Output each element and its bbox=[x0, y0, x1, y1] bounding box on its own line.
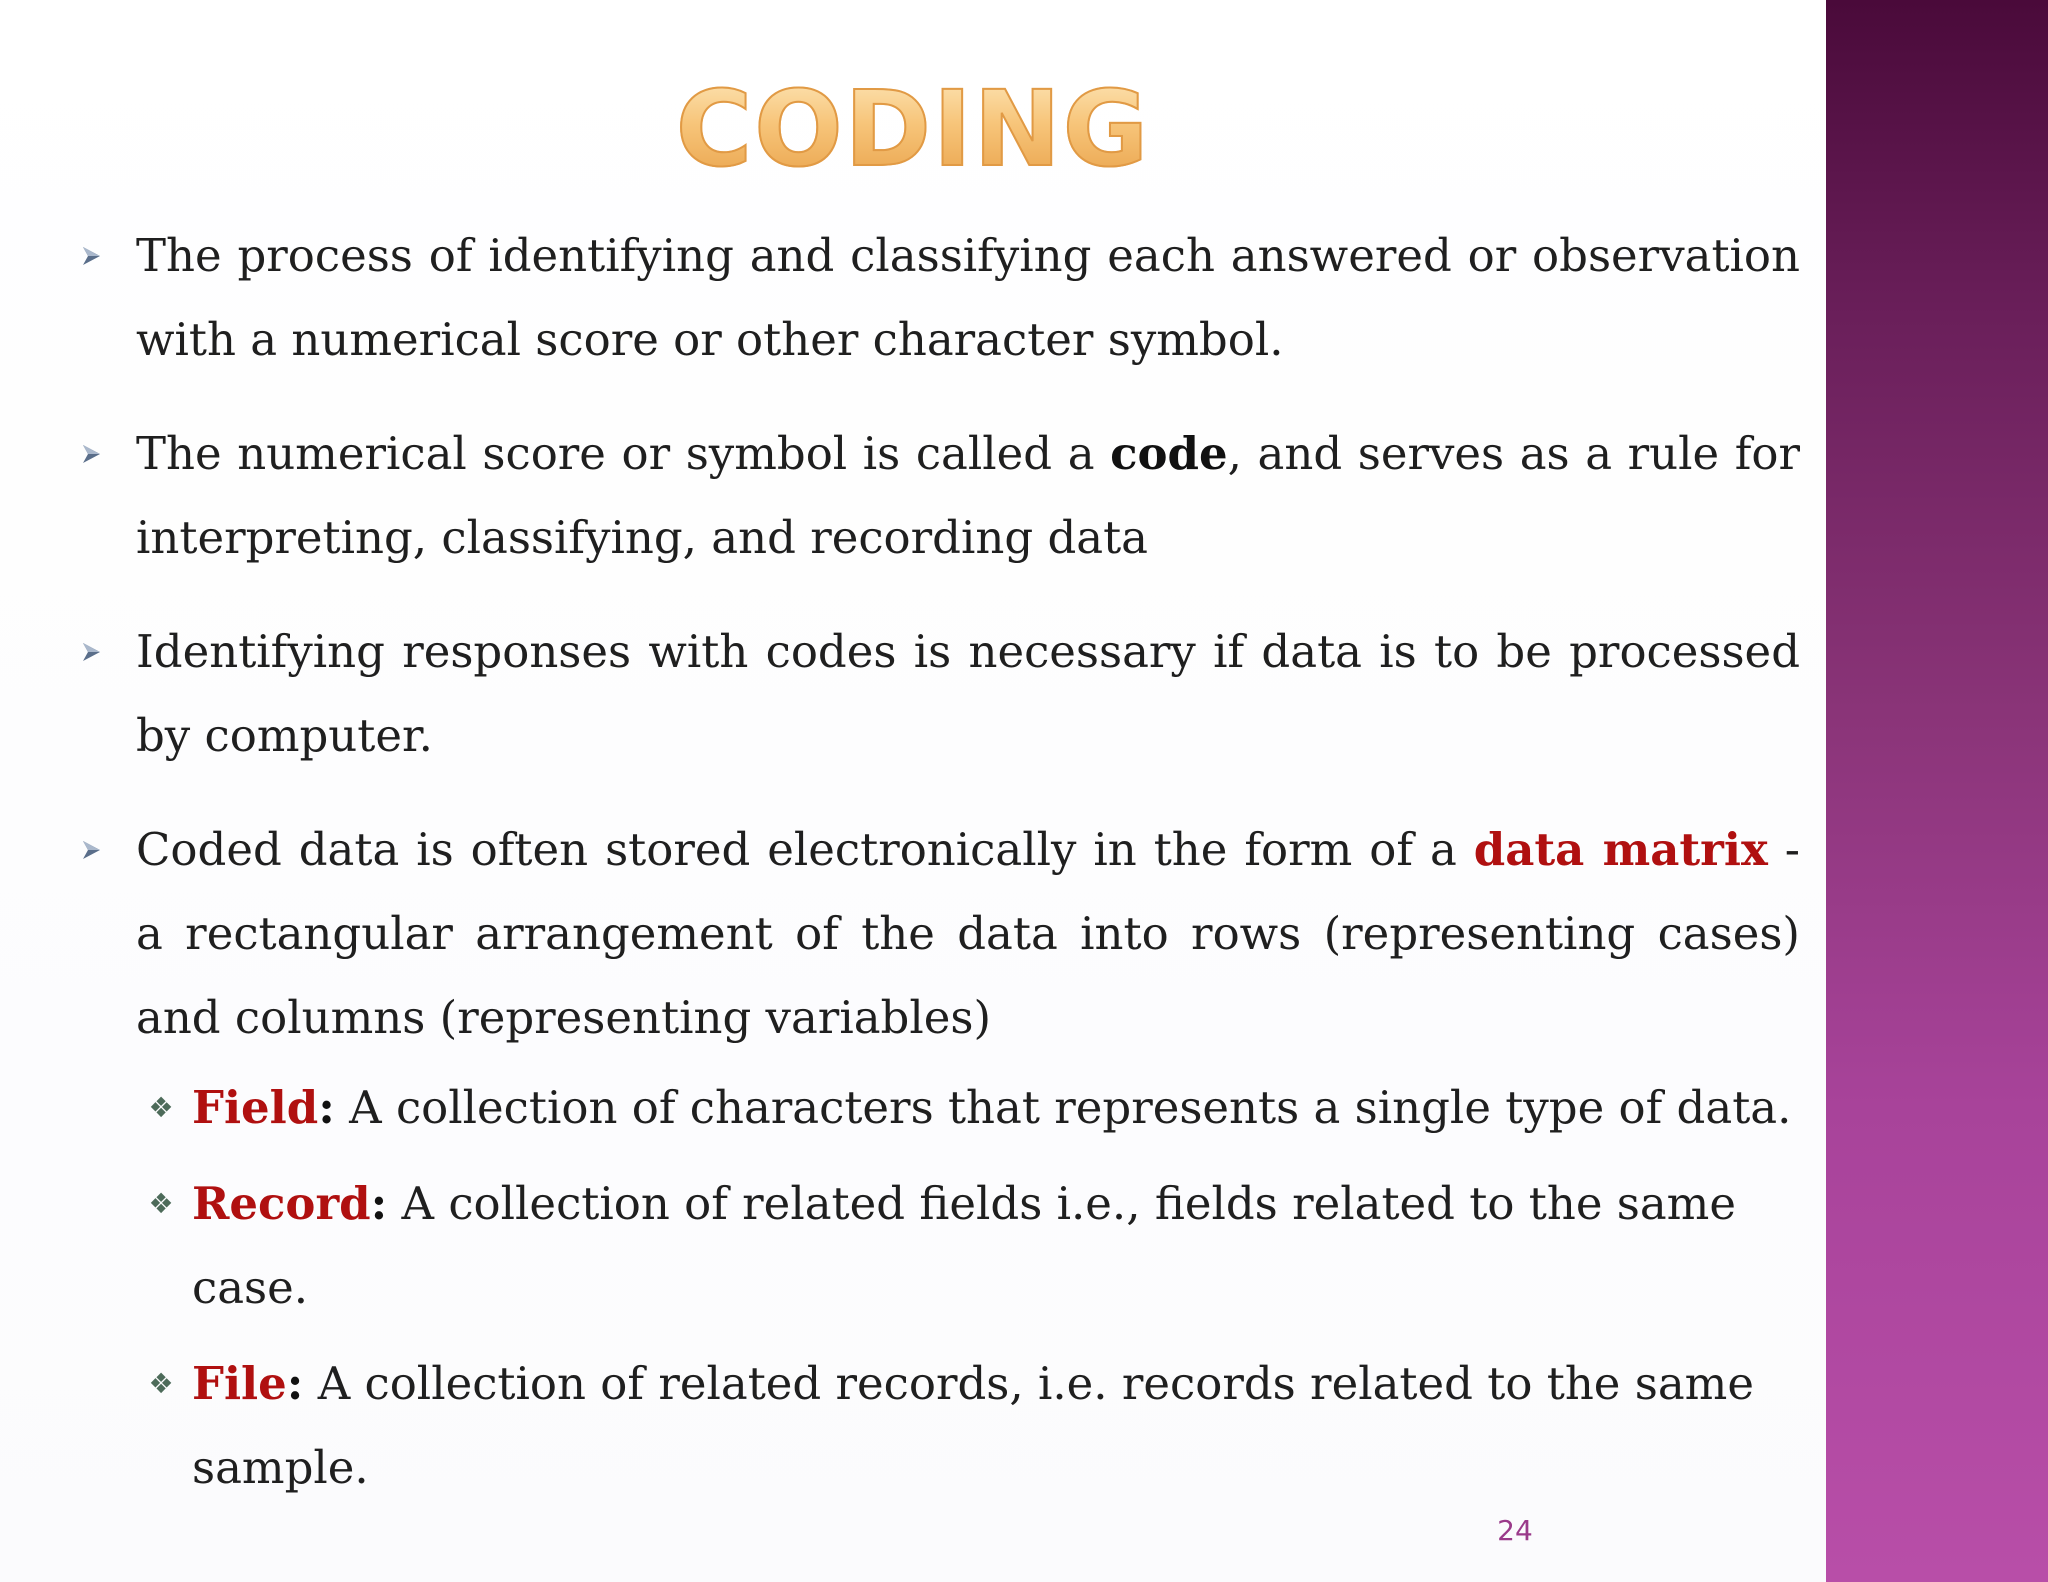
four-diamond-bullet-icon: ❖ bbox=[148, 1187, 174, 1220]
bullet-text: The process of identifying and classifying each answered or observation with a numerical score or other character symbol. bbox=[136, 229, 1800, 366]
sub-item-term: Field bbox=[192, 1081, 319, 1134]
bullet-text-after: - a rectangular arrangement of the data into rows (representing cases) and columns (representing variables) bbox=[136, 823, 1800, 1044]
bullet-text: Identifying responses with codes is necessary if data is to be processed by computer. bbox=[136, 625, 1800, 762]
sub-item-term: File bbox=[192, 1357, 287, 1410]
bullet-text: The numerical score or symbol is called a bbox=[136, 427, 1111, 480]
bullet-emphasis: data matrix bbox=[1473, 823, 1768, 876]
four-diamond-bullet-icon: ❖ bbox=[148, 1367, 174, 1400]
sub-item-colon: : bbox=[370, 1177, 388, 1230]
sub-item-definition: A collection of related fields i.e., fields related to the same case. bbox=[192, 1177, 1736, 1314]
sub-item-definition: A collection of related records, i.e. records related to the same sample. bbox=[192, 1357, 1754, 1494]
bullet-item bbox=[80, 412, 1800, 580]
bullet-emphasis: code bbox=[1110, 427, 1228, 480]
arrowhead-bullet-icon bbox=[80, 214, 106, 298]
four-diamond-bullet-icon: ❖ bbox=[148, 1091, 174, 1124]
page-number: 24 bbox=[1497, 1514, 1533, 1547]
bullet-item bbox=[80, 610, 1800, 778]
sub-item-colon: : bbox=[286, 1357, 304, 1410]
bullet-item bbox=[80, 214, 1800, 382]
bullet-item bbox=[80, 808, 1800, 1060]
bullet-text-after: , and serves as a rule for interpreting, classifying, and recording data bbox=[136, 427, 1800, 564]
decorative-side-band bbox=[1826, 0, 2048, 1582]
sub-item-definition: A collection of characters that represents a single type of data. bbox=[334, 1081, 1792, 1134]
arrowhead-bullet-icon bbox=[80, 610, 106, 694]
sub-item-colon: : bbox=[318, 1081, 335, 1134]
slide-title: CODING bbox=[0, 72, 1826, 186]
bullet-list bbox=[80, 214, 1800, 1522]
bullet-text: Coded data is often stored electronically in the form of a bbox=[136, 823, 1474, 876]
sub-item-field bbox=[80, 1066, 1800, 1150]
arrowhead-bullet-icon bbox=[80, 412, 106, 496]
sub-item-record bbox=[80, 1162, 1800, 1330]
sub-item-term: Record bbox=[192, 1177, 371, 1230]
sub-item-file bbox=[80, 1342, 1800, 1510]
arrowhead-bullet-icon bbox=[80, 808, 106, 892]
